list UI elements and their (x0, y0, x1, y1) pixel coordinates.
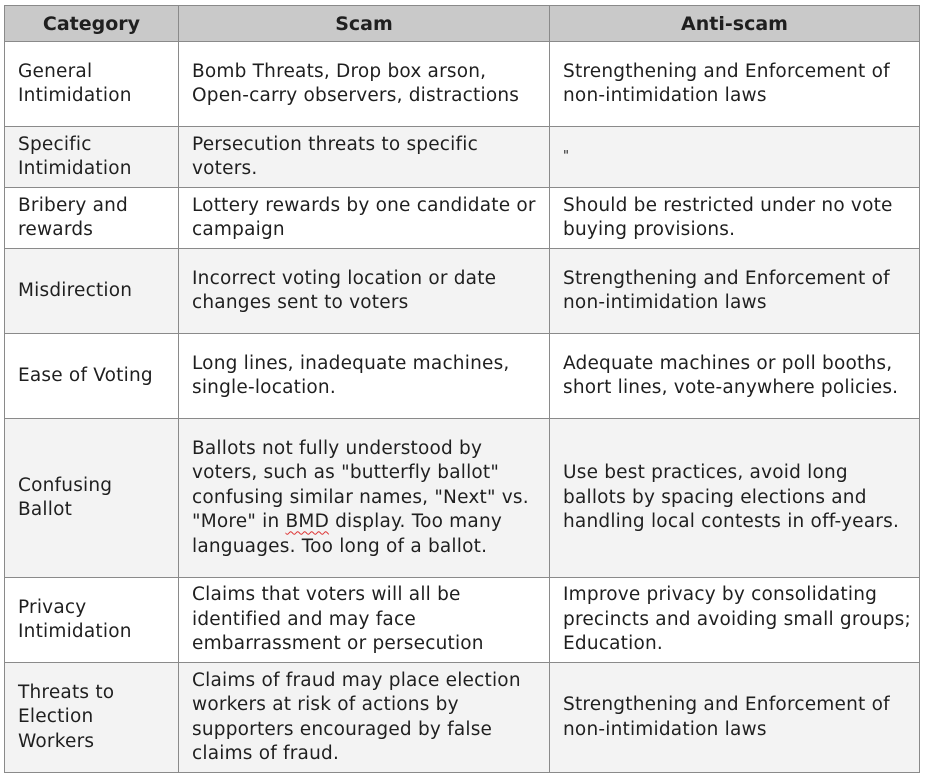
table-row (5, 578, 920, 663)
scam-text: Ballots not fully understood by voters, such as "butterfly ballot" confusing similar names, "Next" vs. "More" in (192, 437, 529, 533)
scam-text: display. Too many languages. Too long of a ballot. (192, 511, 503, 557)
table-row (5, 249, 920, 334)
table-row (5, 334, 920, 419)
scam-cell: Incorrect voting location or date changes sent to voters (179, 249, 550, 334)
category-cell: Confusing Ballot (5, 419, 179, 578)
anti-scam-cell: Strengthening and Enforcement of non-intimidation laws (550, 249, 920, 334)
scam-cell: Long lines, inadequate machines, single-location. (179, 334, 550, 419)
anti-scam-cell: " (550, 127, 920, 188)
table-row (5, 42, 920, 127)
category-cell: Ease of Voting (5, 334, 179, 419)
category-cell: General Intimidation (5, 42, 179, 127)
category-cell: Privacy Intimidation (5, 578, 179, 663)
header-anti-scam: Anti-scam (550, 6, 920, 42)
category-cell: Bribery and rewards (5, 188, 179, 249)
table-row (5, 188, 920, 249)
anti-scam-cell: Strengthening and Enforcement of non-intimidation laws (550, 663, 920, 773)
anti-scam-cell: Improve privacy by consolidating precincts and avoiding small groups; Education. (550, 578, 920, 663)
category-cell: Misdirection (5, 249, 179, 334)
anti-scam-cell: Use best practices, avoid long ballots by spacing elections and handling local contests in off-years. (550, 419, 920, 578)
scam-cell: Persecution threats to specific voters. (179, 127, 550, 188)
bmd-spellcheck-word: BMD (285, 511, 330, 533)
table-row (5, 419, 920, 578)
table-row (5, 127, 920, 188)
header-row (5, 6, 920, 42)
header-category: Category (5, 6, 179, 42)
scam-cell: Lottery rewards by one candidate or campaign (179, 188, 550, 249)
scam-cell: Claims of fraud may place election workers at risk of actions by supporters encouraged by false claims of fraud. (179, 663, 550, 773)
scam-cell: Claims that voters will all be identified and may face embarrassment or persecution (179, 578, 550, 663)
category-cell: Specific Intimidation (5, 127, 179, 188)
scam-table (4, 5, 920, 773)
category-cell: Threats to Election Workers (5, 663, 179, 773)
anti-scam-cell: Should be restricted under no vote buying provisions. (550, 188, 920, 249)
header-scam: Scam (179, 6, 550, 42)
anti-scam-cell: Adequate machines or poll booths, short lines, vote-anywhere policies. (550, 334, 920, 419)
scam-cell (179, 419, 550, 578)
scam-cell: Bomb Threats, Drop box arson, Open-carry observers, distractions (179, 42, 550, 127)
table-row (5, 663, 920, 773)
anti-scam-cell: Strengthening and Enforcement of non-intimidation laws (550, 42, 920, 127)
